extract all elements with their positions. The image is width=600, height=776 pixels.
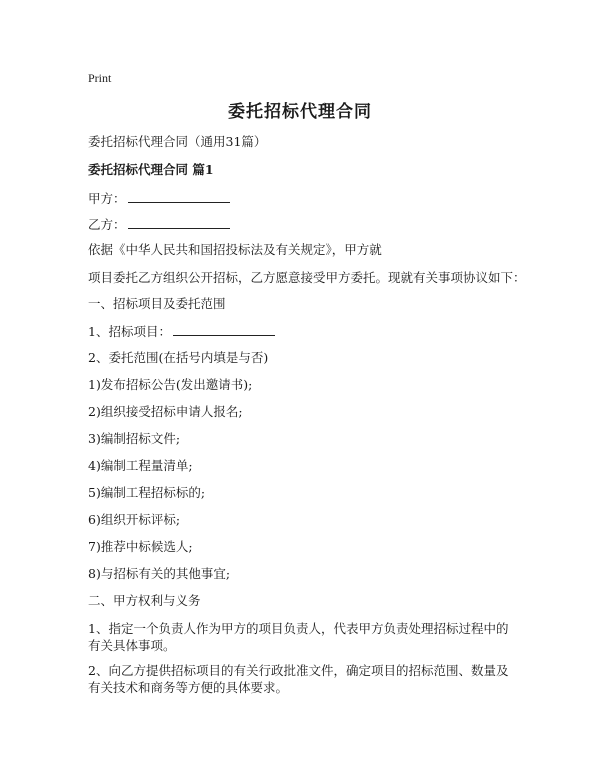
section-heading: 委托招标代理合同 篇1 [88,162,214,177]
project-label: 1、招标项目： [88,324,171,339]
section-2-title: 二、甲方权利与义务 [88,593,201,608]
scope-item: 7)推荐中标候选人; [88,539,193,554]
party-a-label: 甲方： [88,191,126,206]
party-b-label: 乙方： [88,217,126,232]
scope-item: 6)组织开标评标; [88,512,181,527]
scope-item: 4)编制工程量清单; [88,458,193,473]
party-a-blank [128,190,230,203]
party-b-blank [128,216,230,229]
project-blank [173,323,275,336]
scope-item: 3)编制招标文件; [88,431,181,446]
party-a-line [88,190,230,207]
clause-2: 2、向乙方提供招标项目的有关行政批准文件，确定项目的招标范围、数量及有关技术和商务等方便的具体要求。 [88,663,509,695]
project-line [88,323,275,340]
intro-line-2: 项目委托乙方组织公开招标，乙方愿意接受甲方委托。现就有关事项协议如下： [88,270,526,285]
intro-line-1: 依据《中华人民共和国招投标法及有关规定》，甲方就 [88,242,382,257]
scope-label: 2、委托范围(在括号内填是与否) [88,350,269,365]
party-b-line [88,216,230,233]
scope-item: 2)组织接受招标申请人报名; [88,404,243,419]
section-1-title: 一、招标项目及委托范围 [88,296,226,311]
clause-1: 1、指定一个负责人作为甲方的项目负责人，代表甲方负责处理招标过程中的有关具体事项。 [88,621,509,653]
print-label: Print [88,71,112,85]
scope-item: 8)与招标有关的其他事宜; [88,566,231,581]
document-title: 委托招标代理合同 [228,102,372,122]
scope-item: 5)编制工程招标标的; [88,485,206,500]
scope-item: 1)发布招标公告(发出邀请书); [88,377,253,392]
document-subtitle: 委托招标代理合同（通用31篇） [88,134,267,149]
